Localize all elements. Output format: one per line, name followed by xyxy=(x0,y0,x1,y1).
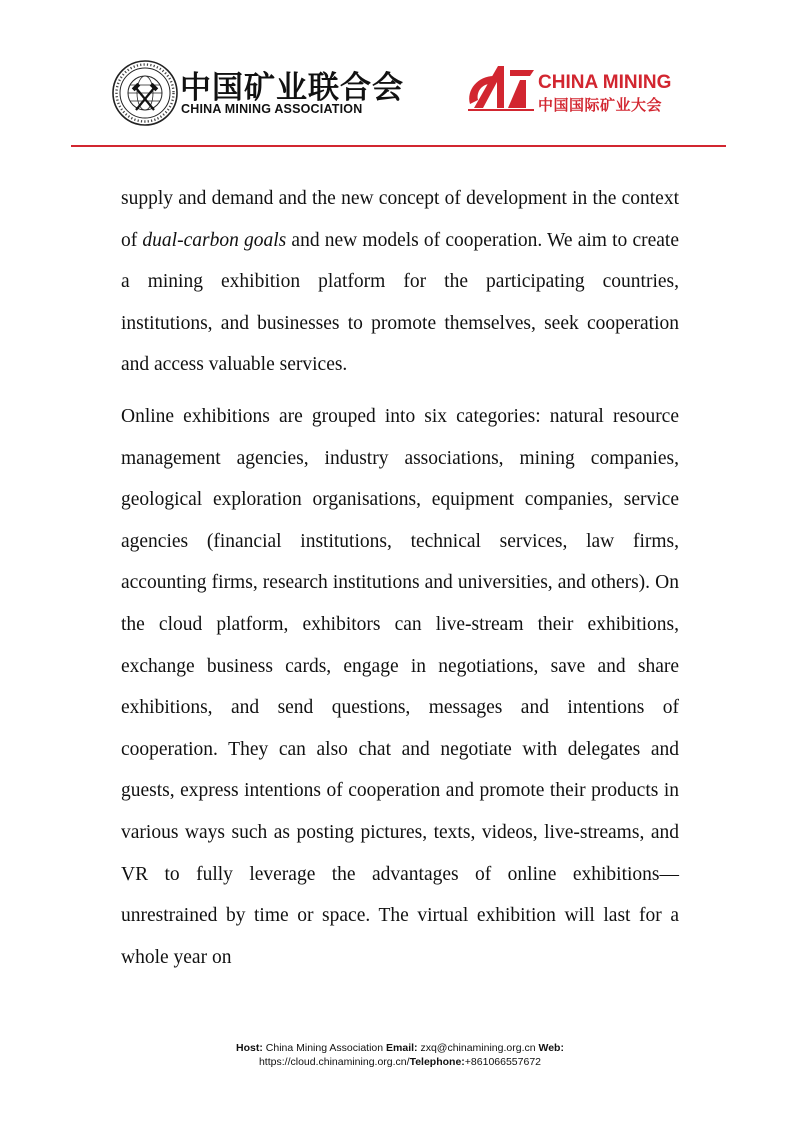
footer-telephone-value: +861066557672 xyxy=(464,1056,542,1068)
footer-host-value: China Mining Association xyxy=(262,1042,387,1054)
paragraph-2: Online exhibitions are grouped into six categories: natural resource management agencies, industry associations, mining companies, geological exploration organisations, equipment companies, service agencies (financial institutions, technical services, law firms, accounting firms, research institutions and universities, and others). On the cloud platform, exhibitors can live-stream their exhibitions, exchange business cards, engage in negotiations, save and share exhibitions, and send questions, messages and intentions of cooperation. They can also chat and negotiate with delegates and guests, express intentions of cooperation and promote their products in various ways such as posting pictures, texts, videos, live-streams, and VR to fully leverage the advantages of online exhibitions—unrestrained by time or space. The virtual exhibition will last for a whole year on xyxy=(121,405,679,968)
page-footer xyxy=(150,1041,650,1069)
footer-host-label: Host: xyxy=(236,1042,263,1054)
paragraph-1-text-b: and new models of cooperation. We aim to create a mining exhibition platform for the participating countries, institutions, and businesses to promote themselves, seek cooperation and access valuable services. xyxy=(121,229,679,376)
cma-name-chinese: 中国矿业联合会 xyxy=(180,70,404,106)
china-mining-title: CHINA MINING xyxy=(538,72,672,93)
paragraph-1-italic-term: dual-carbon goals xyxy=(142,229,287,251)
paragraph-1-text-a: supply and demand and the new concept of development in the context of xyxy=(121,188,679,251)
footer-email-value: zxq@chinamining.org.cn xyxy=(417,1042,539,1054)
footer-web-label: Web: xyxy=(538,1042,564,1054)
footer-telephone-label: Telephone: xyxy=(409,1056,465,1068)
china-mining-title-chinese: 中国国际矿业大会 xyxy=(538,96,663,114)
china-mining-logo-icon xyxy=(464,60,536,112)
header-divider xyxy=(71,145,726,147)
cma-name-english: CHINA MINING ASSOCIATION xyxy=(181,102,363,116)
page-body xyxy=(121,178,679,978)
cma-emblem-icon xyxy=(110,58,180,128)
page-header xyxy=(0,0,800,150)
footer-web-value: https://cloud.chinamining.org.cn/ xyxy=(258,1056,410,1068)
paragraph-1 xyxy=(121,178,679,386)
footer-email-label: Email: xyxy=(386,1042,418,1054)
